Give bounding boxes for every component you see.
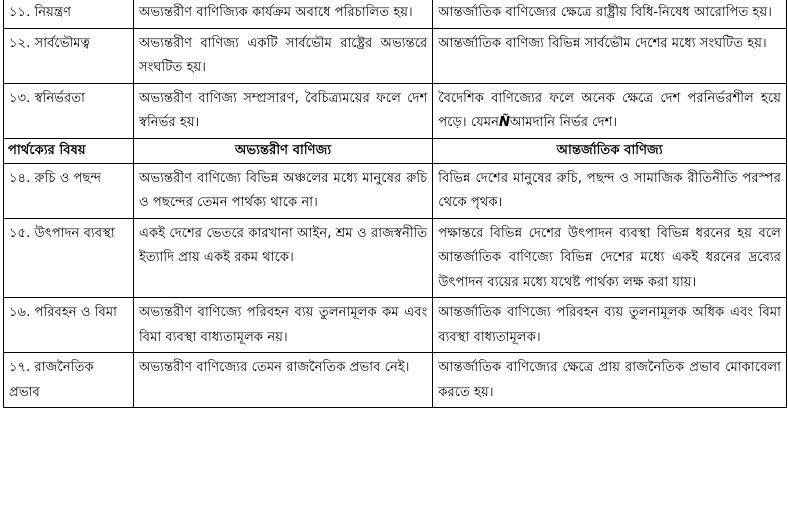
row-label-14: ১৪. রুচি ও পছন্দ <box>4 163 134 218</box>
international-cell-11: আন্তর্জাতিক বাণিজ্যের ক্ষেত্রে রাষ্ট্রীয় বিধি-নিষেধ আরোপিত হয়। <box>433 0 787 28</box>
table-row <box>4 0 787 28</box>
domestic-cell-16: অভ্যন্তরীণ বাণিজ্যে পরিবহন ব্যয় তুলনামূলক কম এবং বিমা ব্যবস্থা বাধ্যতামূলক নয়। <box>133 298 432 353</box>
row-label-12: ১২. সার্বভৌমত্ব <box>4 28 134 83</box>
international-cell-12: আন্তর্জাতিক বাণিজ্য বিভিন্ন সার্বভৌম দেশের মধ্যে সংঘটিত হয়। <box>433 28 787 83</box>
international-cell-15: পক্ষান্তরে বিভিন্ন দেশের উৎপাদন ব্যবস্থা বিভিন্ন ধরনের হয় বলে আন্তর্জাতিক বাণিজ্যে বিভিন্ন দেশের মধ্যে একই ধরনের দ্রব্যের উৎপাদন ব্যয়ের মধ্যে যথেষ্ট পার্থক্য লক্ষ করা যায়। <box>433 218 787 298</box>
international-text-13a: বৈদেশিক বাণিজ্যের ফলে অনেক ক্ষেত্রে দেশ পরনির্ভরশীল হয়ে পড়ে। যেমন <box>438 90 781 130</box>
row-label-11: ১১. নিয়ন্ত্রণ <box>4 0 134 28</box>
table-row <box>4 298 787 353</box>
row-label-15: ১৫. উৎপাদন ব্যবস্থা <box>4 218 134 298</box>
domestic-cell-13: অভ্যন্তরীণ বাণিজ্য সম্প্রসারণ, বৈচিত্র্যময়ের ফলে দেশ স্বনির্ভর হয়। <box>133 83 432 138</box>
row-label-17: ১৭. রাজনৈতিক প্রভাব <box>4 353 134 408</box>
international-text-13b: আমদানি নির্ভর দেশ। <box>510 115 618 130</box>
table-row <box>4 83 787 138</box>
domestic-cell-12: অভ্যন্তরীণ বাণিজ্য একটি সার্বভৌম রাষ্ট্রের অভ্যন্তরে সংঘটিত হয়। <box>133 28 432 83</box>
domestic-cell-17: অভ্যন্তরীণ বাণিজ্যের তেমন রাজনৈতিক প্রভাব নেই। <box>133 353 432 408</box>
international-cell-16: আন্তর্জাতিক বাণিজ্যে পরিবহন ব্যয় তুলনামূলক অধিক এবং বিমা ব্যবস্থা বাধ্যতামূলক। <box>433 298 787 353</box>
table-row <box>4 218 787 298</box>
table-row <box>4 163 787 218</box>
comparison-table <box>3 0 787 408</box>
domestic-cell-15: একই দেশের ভেতরে কারখানা আইন, শ্রম ও রাজস্বনীতি ইত্যাদি প্রায় একই রকম থাকে। <box>133 218 432 298</box>
header-international: আন্তর্জাতিক বাণিজ্য <box>433 138 787 163</box>
table-row <box>4 353 787 408</box>
special-symbol: Ñ <box>498 115 511 130</box>
table-header-row <box>4 138 787 163</box>
domestic-cell-11: অভ্যন্তরীণ বাণিজ্যিক কার্যক্রম অবাধে পরিচালিত হয়। <box>133 0 432 28</box>
domestic-cell-14: অভ্যন্তরীণ বাণিজ্যে বিভিন্ন অঞ্চলের মধ্যে মানুষের রুচি ও পছন্দের তেমন পার্থক্য থাকে না। <box>133 163 432 218</box>
international-cell-14: বিভিন্ন দেশের মানুষের রুচি, পছন্দ ও সামাজিক রীতিনীতি পরস্পর থেকে পৃথক। <box>433 163 787 218</box>
table-row <box>4 28 787 83</box>
international-cell-13 <box>433 83 787 138</box>
header-domestic: অভ্যন্তরীণ বাণিজ্য <box>133 138 432 163</box>
row-label-13: ১৩. স্বনির্ভরতা <box>4 83 134 138</box>
header-subject: পার্থক্যের বিষয় <box>4 138 134 163</box>
row-label-16: ১৬. পরিবহন ও বিমা <box>4 298 134 353</box>
international-cell-17: আন্তর্জাতিক বাণিজ্যের ক্ষেত্রে প্রায় রাজনৈতিক প্রভাব মোকাবেলা করতে হয়। <box>433 353 787 408</box>
